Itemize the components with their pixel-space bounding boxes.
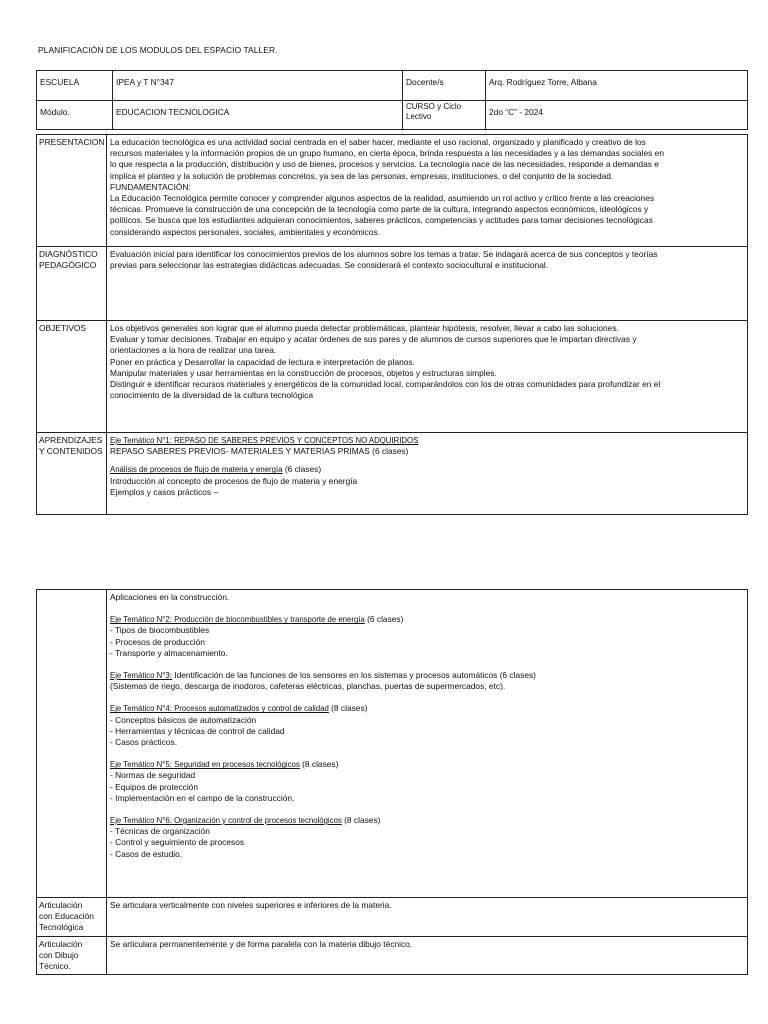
objetivos-line: Los objetivos generales son lograr que el alumno pueda detectar problemáticas, plantear hipótesis, resolver, llevar a cabo las soluciones.	[110, 323, 619, 333]
objetivos-label: OBJETIVOS	[37, 321, 107, 433]
presentacion-line: implica el planteo y la solución de problemas concretos, ya sea de las personas, empresas, instituciones, o del conjunto de la sociedad.	[110, 170, 614, 181]
presentacion-line: recursos materiales y la información propios de un grupo humano, en cierta época, brinda respuesta a las necesidades y a las demandas sociales en	[110, 148, 664, 159]
diagnostico-content	[107, 247, 748, 321]
aplicaciones-line: Aplicaciones en la construcción.	[110, 592, 230, 602]
objetivos-row	[37, 321, 748, 433]
eje6-title: Eje Temático N°6: Organización y control de procesos tecnológicos	[110, 816, 342, 826]
presentacion-row	[37, 135, 748, 247]
diagnostico-line: Evaluación inicial para identificar los conocimientos previos de los alumnos sobre los temas a tratar. Se indagará acerca de sus conceptos y teorías	[110, 249, 658, 259]
articulacion-et-row	[37, 898, 748, 937]
fundamentacion-heading: FUNDAMENTACIÓN:	[110, 181, 191, 192]
objetivos-line: Manipular materiales y usar herramientas en la construcción de procesos, objetos y estructuras simples.	[110, 367, 497, 378]
objetivos-content	[107, 321, 748, 433]
presentacion-line: La educación tecnológica es una actividad social centrada en el saber hacer, mediante el uso racional, organizado y planificado y creativo de los	[110, 137, 646, 147]
eje2-title: Eje Temático N°2: Producción de biocombustibles y transporte de energía	[110, 615, 365, 625]
eje6-count: (8 clases)	[344, 815, 381, 826]
eje3-text: Identificación de las funciones de los sensores en los sistemas y procesos automáticos (6 clases)	[174, 670, 536, 681]
continuation-row	[37, 590, 748, 898]
eje1-title: Eje Temático N°1: REPASO DE SABERES PREVIOS Y CONCEPTOS NO ADQUIRIDOS	[110, 436, 419, 445]
eje4-item: - Conceptos básicos de automatización	[110, 714, 257, 725]
eje2-item: - Procesos de producción	[110, 636, 205, 647]
analisis-item: Ejemplos y casos prácticos –	[110, 486, 218, 497]
eje4-count: (8 clases)	[331, 703, 368, 714]
eje5-item: - Equipos de protección	[110, 781, 198, 792]
escuela-value: IPEA y T N°347	[113, 71, 403, 101]
eje2-count: (6 clases)	[367, 614, 404, 625]
eje4-item: - Herramientas y técnicas de control de calidad	[110, 725, 285, 736]
presentacion-line: técnicas. Promueve la construcción de una concepción de la tecnología como parte de la cultura, integrando aspectos económicos, ideológicos y	[110, 204, 649, 215]
articulacion-dt-content: Se articulara permanentemente y de forma paralela con la materia dibujo técnico.	[107, 936, 748, 975]
diagnostico-label: DIAGNÓSTICO PEDAGÓGICO	[37, 247, 107, 321]
objetivos-line: orientaciones a la hora de realizar una tarea.	[110, 345, 277, 356]
presentacion-line: políticos. Se busca que los estudiantes adquieran conocimientos, saberes prácticos, competencias y actitudes para tomar decisiones tecnológicas	[110, 215, 653, 226]
articulacion-dt-row	[37, 936, 748, 975]
eje2-item: - Transporte y almacenamiento.	[110, 647, 228, 658]
analisis-count: (6 clases)	[284, 464, 322, 475]
eje6-item: - Técnicas de organización	[110, 826, 210, 837]
docente-value: Arq. Rodríguez Torre, Albana	[486, 71, 748, 101]
eje5-item: - Normas de seguridad	[110, 770, 196, 781]
presentacion-line: lo que respecta a la producción, distribución y uso de bienes, procesos y servicios. La tecnología nace de las necesidades, responde a demandas e	[110, 159, 659, 170]
continuation-content	[107, 590, 748, 898]
planning-table-page-1	[36, 134, 748, 515]
eje3-subtitle: (Sistemas de riego, descarga de inodoros, cafeteras eléctricas, planchas, puertas de supermercados, etc).	[110, 681, 506, 692]
aprendizajes-content	[107, 433, 748, 515]
aprendizajes-label: APRENDIZAJES Y CONTENIDOS	[37, 433, 107, 515]
docente-label: Docente/s	[403, 71, 486, 101]
eje1-subtitle: REPASO SABERES PREVIOS- MATERIALES Y MATERIAS PRIMAS (6 clases)	[110, 446, 409, 457]
planning-table-page-2	[36, 589, 748, 975]
presentacion-line: La Educación Tecnológica permite conocer y comprender algunos aspectos de la realidad, asumiendo un rol activo y crítico frente a las creaciones	[110, 193, 655, 204]
curso-value: 2do “C” - 2024	[486, 101, 748, 130]
eje6-item: - Casos de estudio.	[110, 848, 183, 859]
eje3-title: Eje Temático N°3:	[110, 671, 172, 681]
escuela-label: ESCUELA	[37, 71, 113, 101]
info-row-1	[37, 71, 748, 101]
objetivos-line: conocimiento de la diversidad de la cultura tecnológica	[110, 390, 313, 401]
modulo-value: EDUCACION TECNOLOGICA	[113, 101, 403, 130]
presentacion-content	[107, 135, 748, 247]
diagnostico-row	[37, 247, 748, 321]
objetivos-line: Distinguir e identificar recursos materiales y energéticos de la comunidad local, comparándolos con los de otras comunidades para profundizar en el	[110, 379, 661, 390]
diagnostico-line: previas para seleccionar las estrategias didácticas adecuadas. Se considerará el contexto sociocultural e institucional.	[110, 260, 549, 271]
curso-label: CURSO y Ciclo Lectivo	[403, 101, 486, 130]
objetivos-line: Poner en práctica y Desarrollar la capacidad de lectura e interpretación de planos.	[110, 356, 415, 367]
analisis-item: Introducción al concepto de procesos de flujo de materia y energía	[110, 475, 358, 486]
eje5-count: (8 clases)	[302, 759, 339, 770]
continuation-label	[37, 590, 107, 898]
eje4-item: - Casos prácticos.	[110, 737, 178, 748]
eje4-title: Eje Temático N°4: Procesos automatizados y control de calidad	[110, 704, 329, 714]
articulacion-dt-label: Articulación con Dibujo Técnico.	[37, 936, 107, 975]
analisis-title: Análisis de procesos de flujo de materia y energía	[110, 465, 283, 475]
modulo-label: Módulo.	[37, 101, 113, 130]
presentacion-line: considerando aspectos personales, sociales, ambientales y económicos.	[110, 226, 381, 237]
presentacion-label: PRESENTACION	[37, 135, 107, 247]
eje5-item: - Implementación en el campo de la construcción.	[110, 792, 295, 803]
eje2-item: - Tipos de biocombustibles	[110, 625, 210, 636]
eje5-title: Eje Temático N°5: Seguridad en procesos tecnológicos	[110, 760, 300, 770]
document-title: PLANIFICACIÓN DE LOS MODULOS DEL ESPACIO TALLER.	[38, 45, 278, 55]
articulacion-et-content: Se articulara verticalmente con niveles superiores e inferiores de la materia.	[107, 898, 748, 937]
objetivos-line: Evaluar y tomar decisiones. Trabajar en equipo y acatar órdenes de sus pares y de alumnos de cursos superiores que le impartan directivas y	[110, 334, 637, 345]
info-table	[36, 70, 748, 130]
eje6-item: - Control y seguimiento de procesos	[110, 837, 245, 848]
articulacion-et-label: Articulación con Educación Tecnológica	[37, 898, 107, 937]
info-row-2	[37, 101, 748, 130]
aprendizajes-row	[37, 433, 748, 515]
